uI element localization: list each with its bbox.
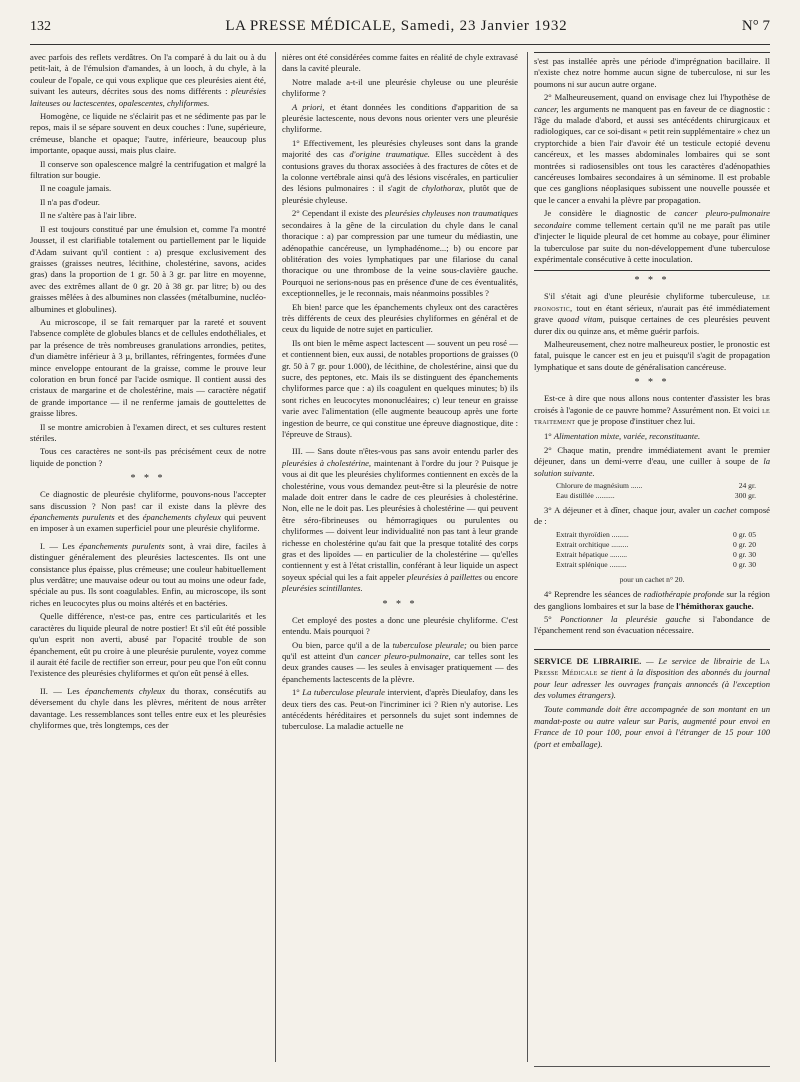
section-stars: * * * <box>634 275 670 287</box>
emphasis: pleurésies à paillettes <box>406 571 483 582</box>
text: car telles sont les deux grandes causes — les seules à envisager pratiquement — des épanchements lactescents de la plèvre. <box>282 650 518 684</box>
paragraph <box>534 291 770 337</box>
column-divider <box>527 52 528 1062</box>
text: ou bien parce qu'il est atteint d'un <box>282 639 518 661</box>
text: avec parfois des reflets verdâtres. On l'a comparé à du lait ou à du petit-lait, à de l'émulsion d'amandes, à un looch, à du chyle, à la couleur de l'opale, ce qui vous explique que ces pleurésies aient été, suivant les auteurs, décrites sous des noms différents : <box>30 52 266 97</box>
notice-paragraph: Toute commande doit être accompagnée de son montant en un mandat-poste ou autre valeur sur Paris, augmenté pour envoi en France de 10 pour 100, pour envoi à l'étranger de 15 pour 100 (port et emballage). <box>534 704 770 749</box>
text: 2° Cependant il existe des <box>292 208 383 219</box>
small-caps: le pronostic, <box>534 291 770 313</box>
paragraph: Cet employé des postes a donc une pleurésie chyliforme. C'est entendu. Mais pourquoi ? <box>282 614 518 637</box>
paragraph: Il ne coagule jamais. <box>40 183 112 194</box>
issue-date: Samedi, 23 Janvier 1932 <box>400 18 568 34</box>
emphasis: la solution suivante. <box>534 456 770 478</box>
paragraph: Notre malade a-t-il une pleurésie chyleuse ou une pleurésie chyliforme ? <box>282 76 518 99</box>
recipe-quantity: 300 gr. <box>734 491 756 500</box>
paragraph: Eh bien! parce que les épanchements chyleux ont des caractères très différents de ceux des pleurésies chyliformes en général et de ceux du liquide de notre sujet en particulier. <box>282 301 518 335</box>
paragraph <box>282 102 518 136</box>
emphasis: pleurésies chyleuses non traumatiques <box>384 208 519 219</box>
paragraph: Ils ont bien le même aspect lactescent — souvent un peu rosé — et contiennent bien, eux aussi, de notables proportions de graisses (0 gr. 50 à 7 gr. pour 1.000), de lécithine, de cholestérine, ainsi que du sucre, des peptones, etc. Mais ils se distinguent des épanchements chyliformes parce que : a) ils coagulent en quelques minutes; b) ils sont riches en leucocytes mononucléaires; c) leur teneur en graisse varie avec l'alimentation (elle augmente beaucoup après une forte ingestion de beurre, ce qui constitue une épreuve diagnostique, dite : l'épreuve de Straus). <box>282 337 518 439</box>
recipe-ingredient: Extrait splénique ......... <box>556 559 627 569</box>
recipe-ingredient: Extrait thyroïdien ......... <box>556 529 629 539</box>
text: que je propose d'instituer chez lui. <box>577 415 696 426</box>
emphasis: se tient à la disposition des abonnés du journal pour leur adresser les ouvrages français annoncés (à l'exception des volumes étrangers). <box>534 667 770 701</box>
paragraph <box>30 52 266 109</box>
text: Je considère le diagnostic de <box>544 208 667 219</box>
text: II. — Les <box>40 685 80 696</box>
small-caps: La Presse Médicale <box>534 655 771 678</box>
paragraph <box>282 640 518 686</box>
emphasis: épanchements chyleux <box>142 512 221 523</box>
text: les arguments ne manquent pas en faveur de ce diagnostic : l'âge du malade d'abord, et aussi ses antécédents chirurgicaux et radiologiques, car ce soi-disant « petit rein supplémentaire » chez un cryptorchide a bien l'air d'avoir été un testicule ectopié devenu cancéreux, et les masses abdominales lombaires qui se sont montrées si radiosensibles ont tous les caractères d'adénopathies cancéreuses lombaires secondaires à un séminome. Il est probable que ces ganglions néoplasiques subissent une nouvelle poussée et que le cancer a envahi la plèvre par propagation. <box>534 103 771 205</box>
text: III. — Sans doute n'êtes-vous pas sans avoir entendu parler des <box>292 446 518 457</box>
paragraph <box>30 686 266 732</box>
emphasis: chylothorax, <box>421 183 466 194</box>
text: maintenant à l'ordre du jour ? Puisque je vous ai dit que les pleurésies chyliformes contiennent en excès de la cholestérine, vous vous demandez peut-être si la pleurésie de notre malade doit entrer dans le cadre de ces pleurésies à cholestérine. Non, elle ne le doit pas. Les pleurésies à cholestérine — qui peuvent être séro-fibrineuses ou hémorragiques ou purulentes ou chyliformes — doivent leur individualité non pas tant à leur grande richesse en cholestérine qu'au fait que la presque totalité des corps gras et des lipoïdes — en particulier de la cholestérine — qu'elles contiennent y est à l'état cristallin, conférant à leur liquide un aspect soyeux spécial qui les a fait appeler <box>282 457 518 582</box>
emphasis: épanchements purulents <box>30 512 115 523</box>
paragraph: nières ont été considérées comme faites en réalité de chyle extravasé dans la cavité pleurale. <box>282 52 518 74</box>
cachet-recipe <box>556 530 756 570</box>
paragraph: Quelle différence, n'est-ce pas, entre ces particularités et les caractères du liquide pleural de notre postier! Et s'il eût été possible qu'un esprit non averti, abusé par l'opacité trouble de son épanchement, eût pu croire à une pleurésie purulente, voyez comme il aurait été facile de rectifier son erreur, pour peu que l'on eût connu l'existence des pleurésies chyliformes et qu'on eût pensé à elles. <box>30 611 266 679</box>
text: comme tellement certain qu'il ne me paraît pas utile d'injecter le liquide pleural de cet homme au cobaye, pour éliminer la tuberculose par suite du non-développement d'une tuberculose expérimentale consécutive à cette inoculation. <box>534 219 771 264</box>
notice-paragraph <box>534 656 770 702</box>
text: et étant données les conditions d'apparition de sa pleurésie lactescente, nous devons nous orienter vers une pleurésie chyliforme. <box>282 101 518 135</box>
emphasis: La tuberculose pleurale <box>302 687 385 698</box>
text: 1° Effectivement, les pleurésies chyleuses sont dans la grande majorité des cas <box>282 137 518 160</box>
text: 4° Reprendre les séances de <box>544 589 642 600</box>
recipe-ingredient: Eau distillée .......... <box>556 491 615 500</box>
journal-title <box>225 18 567 35</box>
bottom-rule <box>534 1066 770 1067</box>
column-divider <box>275 52 276 1062</box>
text: tout en étant sérieux, n'aurait pas été immédiatement grave <box>534 302 770 325</box>
paragraph <box>534 393 770 427</box>
emphasis: Alimentation mixte, variée, reconstituante. <box>553 431 701 442</box>
text: S'il s'était agi d'une pleurésie chyliforme tuberculeuse, <box>544 291 756 302</box>
emphasis: d'origine traumatique. <box>349 149 430 160</box>
emphasis: quoad vitam, <box>557 314 605 325</box>
emphasis: cancer pleuro-pulmonaire secondaire <box>534 208 770 230</box>
recipe-ingredient: Chlorure de magnésium ...... <box>556 481 643 490</box>
issue-number: N° 7 <box>741 18 770 34</box>
journal-name: LA PRESSE MÉDICALE, <box>225 18 397 34</box>
paragraph: s'est pas installée après une période d'imprégnation bacillaire. Il n'existe chez notre homme aucun signe de tuberculose, ni sur les poumons ni sur aucun autre organe. <box>534 56 770 89</box>
emphasis: cancer pleuro-pulmonaire, <box>357 650 451 661</box>
notice-title: SERVICE DE LIBRAIRIE. <box>534 655 642 666</box>
recipe-quantity: 0 gr. 30 <box>733 559 756 569</box>
text: et des <box>118 512 140 523</box>
text: du thorax, consécutifs au déversement du chyle dans les plèvres, méritent de nous arrêter davantage. Les ressemblances sont telles entre eux et les pleurésies chyliformes que, très longtemps, ces der <box>30 685 266 730</box>
text: si l'abondance de l'épanchement rend son évacuation nécessaire. <box>534 614 770 636</box>
emphasis: tuberculose pleurale; <box>392 639 467 650</box>
column-3 <box>534 52 770 752</box>
text: 2° Malheureusement, quand on envisage chez lui l'hypothèse de <box>544 92 770 103</box>
treatment-item <box>534 614 770 637</box>
treatment-item <box>534 589 770 612</box>
paragraph: Il n'a pas d'odeur. <box>40 196 100 207</box>
paragraph <box>282 208 518 299</box>
text: sur la région des ganglions lombaires et sur la base de <box>534 589 770 611</box>
text: Elles succèdent à des contusions graves du thorax associées à des fractures de côtes et de la colonne vertébrale ainsi qu'à des lésions viscérales, en particulier des lésions pulmonaires : il s'agit de <box>282 149 518 194</box>
page-number: 132 <box>30 19 51 34</box>
emphasis: cancer, <box>534 103 559 114</box>
section-stars: * * * <box>130 473 166 485</box>
text: plutôt que de pleurésie chyleuse. <box>282 183 518 205</box>
bold-text: l'hémithorax gauche. <box>676 600 754 611</box>
paragraph <box>282 138 518 206</box>
paragraph <box>282 446 518 594</box>
emphasis: cachet <box>714 505 737 515</box>
column-1 <box>30 52 266 733</box>
column-2 <box>282 52 518 735</box>
paragraph: Malheureusement, chez notre malheureux postier, le pronostic est fatal, puisque le cancer est en jeu et puisqu'il s'agit de propagation lymphatique et sans doute de généralisation cancéreuse. <box>534 338 770 372</box>
section-stars: * * * <box>634 377 670 389</box>
paragraph <box>282 687 518 733</box>
paragraph: Il se montre amicrobien à l'examen direct, et ses cultures restent stériles. <box>30 421 266 443</box>
treatment-item <box>534 445 770 479</box>
recipe-quantity: 0 gr. 05 <box>733 529 756 539</box>
recipe-quantity: 0 gr. 30 <box>733 549 756 559</box>
text: ou encore <box>484 571 518 582</box>
recipe-quantity: 0 gr. 20 <box>733 539 756 549</box>
paragraph: Il ne s'altère pas à l'air libre. <box>40 210 137 221</box>
paragraph: Il est toujours constitué par une émulsion et, comme l'a montré Jousset, il est clarifiable totalement ou partiellement par le liquide d'Adam suivant qu'il contient : a) presque exclusivement des graisses (graisses neutres, lécithine, cholestérine, savons, acides gras) dans la proportion de 1 gr. 50 à 3 gr. par litre en moyenne, avec des extrêmes allant de 0 gr. 20 à 38 gr. par litre; b) ou des graisses mêlées à des albumines non classées (métalbumine, nucléo-albumines et globulines). <box>30 223 266 314</box>
recipe-row <box>556 530 756 540</box>
text: 5° <box>544 614 552 625</box>
text: sont, à vrai dire, faciles à distinguer généralement des pleurésies lactescentes. Ils ont une consistance plus épaisse, plus crémeuse; une couleur habituellement plus verdâtre; une mauvaise odeur ou tout au moins une odeur fade, spéciale au pus. Ils sont coagulables. Enfin, au microscope, ils sont riches en leucocytes plus ou moins altérés et en bactéries. <box>30 540 266 608</box>
text: Est-ce à dire que nous allons nous contenter d'assister les bras croisés à l'agonie de ce pauvre homme? Assurément non. Et voici <box>534 393 770 415</box>
text: qui peuvent en imposer à un examen superficiel pour une pleurésie chyliforme. <box>30 512 266 534</box>
text: composé de : <box>534 505 770 527</box>
recipe-row <box>556 560 756 570</box>
emphasis: A priori, <box>292 101 325 112</box>
running-header <box>30 18 770 42</box>
emphasis: épanchements purulents <box>79 540 165 551</box>
text: 1° <box>544 431 552 442</box>
recipe-row <box>556 550 756 560</box>
solution-recipe <box>556 481 756 501</box>
recipe-row <box>556 540 756 550</box>
paragraph <box>534 208 770 265</box>
text: 3° A déjeuner et à dîner, chaque jour, avaler un <box>544 505 712 515</box>
text: secondaires à la gêne de la circulation du chyle dans le canal thoracique : a) par compression par une tumeur du médiastin, une adénopathie cancéreuse, un lymphadénome...; b) ou encore par oblitération des voies lymphatiques par une filariose du canal thoracique ou une thrombose de la veine sous-clavière gauche. Pourquoi ne serions-nous pas en présence d'une de ces éventualités, exceptionnelles, je le reconnais, mais néanmoins possibles ? <box>282 219 518 299</box>
text: 1° <box>292 687 300 698</box>
header-rule <box>30 44 770 45</box>
emphasis: épanchements chyleux <box>84 685 166 696</box>
paragraph: Il conserve son opalescence malgré la centrifugation et malgré la filtration sur bougie. <box>30 158 266 181</box>
cachet-note: pour un cachet n° 20. <box>619 574 685 584</box>
recipe-row <box>556 481 756 491</box>
small-caps: le traitement <box>534 404 770 426</box>
bookshop-notice <box>534 649 770 750</box>
recipe-ingredient: Extrait hépatique ......... <box>556 549 628 559</box>
recipe-quantity: 24 gr. <box>738 481 756 490</box>
emphasis: pleurésies à cholestérine, <box>282 457 372 468</box>
recipe-ingredient: Extrait orchitique ......... <box>556 539 629 549</box>
emphasis: pleurésies scintillantes. <box>282 583 363 594</box>
text: 2° Chaque matin, prendre immédiatement avant le premier déjeuner, dans un demi-verre d'eau, une cuiller à soupe de <box>534 444 770 467</box>
paragraph: Homogène, ce liquide ne s'éclairit pas et ne sédimente pas par le repos, mais il se sépare souvent en deux couches : l'une, supérieure, crémeuse, blanche et opaque; l'autre, inférieure, beaucoup plus importante, opaque aussi, mais plus claire. <box>30 111 266 156</box>
recipe-row <box>556 491 756 501</box>
treatment-item <box>534 431 770 442</box>
emphasis: radiothérapie profonde <box>643 589 724 600</box>
treatment-item <box>534 505 770 528</box>
section-stars: * * * <box>382 598 418 610</box>
paragraph: Au microscope, il se fait remarquer par la rareté et souvent l'absence complète de globules blancs et de cellules endothéliales, et par la présence de très nombreuses granulations arrondies, petites, d'un diamètre inférieur à 3 µ, brillantes, réfringentes, formées d'une mince enveloppe entourant de la graisse, comme le prouve leur coloration en brun foncé par l'acide osmique. Il contient aussi des cristaux de margarine et de cholestérine, mais — caractère négatif de grande importance — il ne renferme jamais de gouttelettes de graisse libres. <box>30 316 266 419</box>
paragraph <box>30 489 266 535</box>
text: I. — Les <box>40 540 75 551</box>
paragraph: Tous ces caractères ne sont-ils pas précisément ceux de notre liquide de ponction ? <box>30 446 266 468</box>
framed-block <box>534 52 770 271</box>
text: Ce diagnostic de pleurésie chyliforme, pouvons-nous l'accepter sans discussion ? Non pas! car il existe dans la plèvre des <box>30 489 266 511</box>
emphasis: pleurésies laiteuses ou lactescentes, opalescentes, chyliformes. <box>30 86 266 108</box>
paragraph <box>30 541 266 609</box>
text: Ou bien, parce qu'il a de la <box>292 639 390 650</box>
text: puisque certaines de ces pleurésies peuvent durer dix ou quinze ans, et même guérir parfois. <box>534 314 770 336</box>
emphasis: — Le service de librairie de <box>646 655 756 666</box>
paragraph <box>534 92 770 206</box>
emphasis: Ponctionner la pleurésie gauche <box>560 614 691 625</box>
text: intervient, d'après Dieulafoy, dans les deux tiers des cas. Peut-on l'incriminer ici ? Rien n'y autorise. Les antécédents héréditaires et personnels du sujet sont indemnes de tuberculose. La maladie actuelle ne <box>282 687 518 732</box>
